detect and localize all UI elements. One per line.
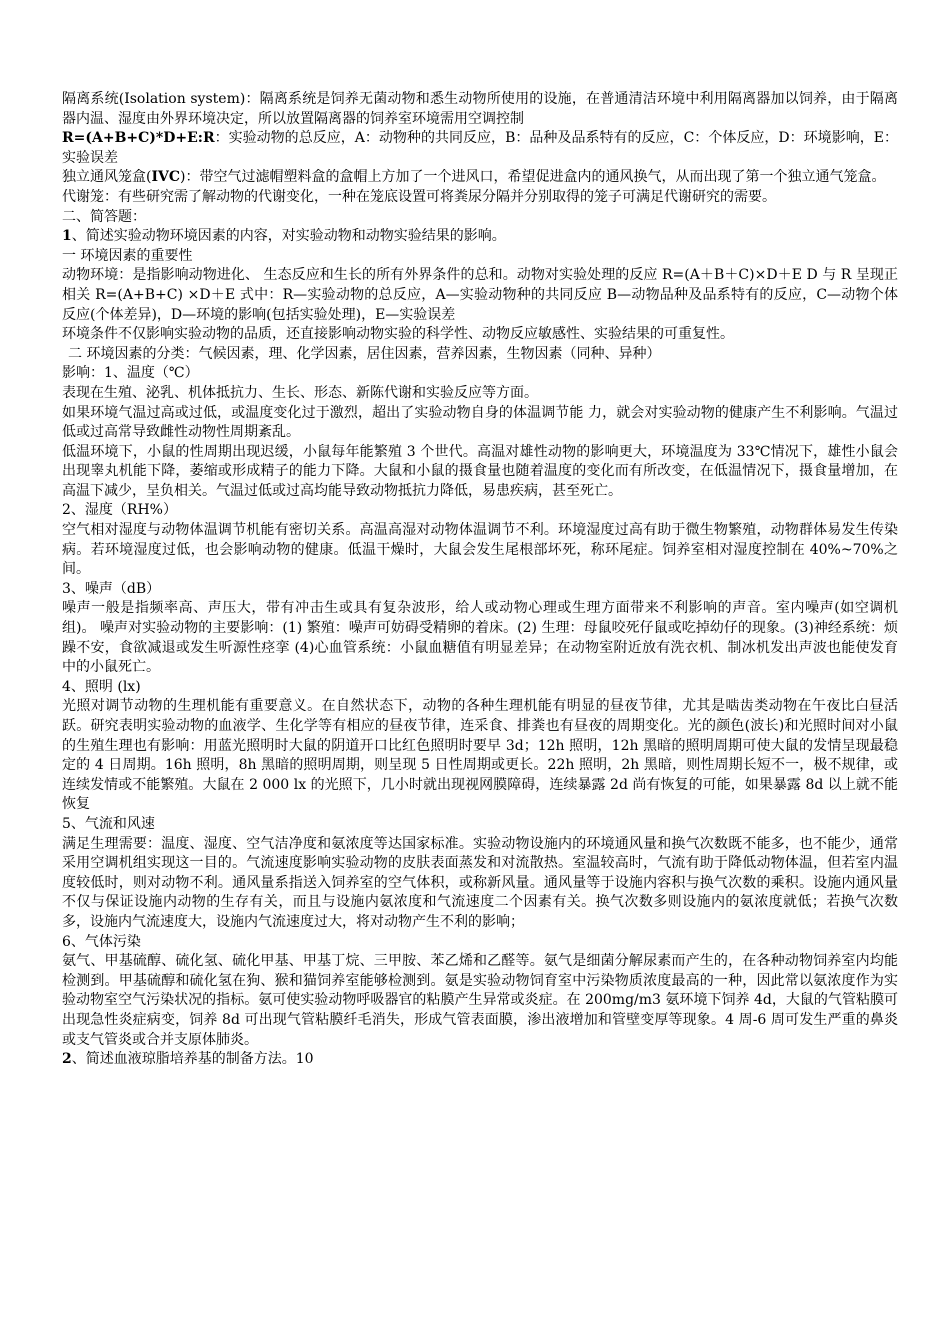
heading-humidity: 2、湿度（RH%） <box>62 502 177 519</box>
para-gas-pollution: 氨气、甲基硫醇、硫化氢、硫化甲基、甲基丁烷、三甲胺、苯乙烯和乙醛等。氨气是细菌分解尿素而产生的，在各种动物饲养室内均能检测到。甲基硫醇和硫化氢在狗、猴和猫饲养室能够检测到。氨是实验动物饲育室中污染物质浓度最高的一种，因此常以氨浓度作为实验动物室空气污染状况的指标。氨可使实验动物呼吸器官的粘膜产生异常或炎症。在 200mg/m3 氨环境下饲养 4d，大鼠的气管粘膜可出现急性炎症病变，饲养 8d 可出现气管粘膜纤毛消失，形成气管表面膜，渗出液增加和管壁变厚等现象。4 周-6 周可发生严重的鼻炎或支气管炎或合并支原体肺炎。 <box>62 953 898 1048</box>
para-isolation-system: 隔离系统(Isolation system)：隔离系统是饲养无菌动物和悉生动物所使用的设施，在普通清洁环境中利用隔离器加以饲养，由于隔离器内温、湿度由外界环境决定，所以放置隔离器的饲养室环境需用空调控制 <box>62 91 898 127</box>
para-response-formula <box>62 129 898 168</box>
para-humidity: 空气相对湿度与动物体温调节机能有密切关系。高温高湿对动物体温调节不利。环境湿度过高有助于微生物繁殖，动物群体易发生传染病。若环境湿度过低，也会影响动物的健康。低温干燥时，大鼠会发生尾根部坏死，称环尾症。饲养室相对湿度控制在 40%~70%之间。 <box>62 522 898 578</box>
para-env-effect: 环境条件不仅影响实验动物的品质，还直接影响动物实验的科学性、动物反应敏感性、实验结果的可重复性。 <box>62 326 734 343</box>
para-airflow: 满足生理需要：温度、湿度、空气洁净度和氨浓度等达国家标准。实验动物设施内的环境通风量和换气次数既不能多，也不能少，通常采用空调机组实现这一目的。气流速度影响实验动物的皮肤表面蒸发和对流散热。室温较高时，气流有助于降低动物体温，但若室内温度较低时，则对动物不利。通风量系指送入饲养室的空气体积，或称新风量。通风量等于设施内容积与换气次数的乘积。设施内通风量不仅与保证设施内动物的生存有关，而且与设施内氨浓度和气流速度二个因素有关。换气次数多则设施内的氨浓度就低；若换气次数多，设施内气流速度大，设施内气流速度过大，将对动物产生不利的影响； <box>62 835 898 930</box>
para-ivc <box>62 168 898 188</box>
heading-importance: 一 环境因素的重要性 <box>62 247 193 264</box>
heading-gas-pollution: 6、气体污染 <box>62 933 141 950</box>
para-noise: 噪声一般是指频率高、声压大，带有冲击生或具有复杂波形，给人或动物心理或生理方面带来不利影响的声音。室内噪声(如空调机组)。 噪声对实验动物的主要影响：(1) 繁殖：噪声可妨碍受精卵的着床。(2) 生理：母鼠咬死仔鼠或吃掉幼仔的现象。(3)神经系统：烦躁不安，食欲减退或发生听源性痉挛 (4)心血管系统：小鼠血糖值有明显差异；在动物室附近放有洗衣机、制冰机发出声波也能使发育中的小鼠死亡。 <box>62 600 898 676</box>
heading-lighting: 4、照明 (lx) <box>62 678 141 695</box>
heading-noise: 3、噪声（dB） <box>62 580 161 597</box>
para-lighting: 光照对调节动物的生理机能有重要意义。在自然状态下，动物的各种生理机能有明显的昼夜节律，尤其是啮齿类动物在午夜比白昼活跃。研究表明实验动物的血液学、生化学等有相应的昼夜节律，连采食、排粪也有昼夜的周期变化。光的颜色(波长)和光照时间对小鼠的生殖生理也有影响：用蓝光照明时大鼠的阴道开口比红色照明时要早 3d；12h 照明，12h 黑暗的照明周期可使大鼠的发情呈现最稳定的 4 日周期。16h 照明，8h 黑暗的照明周期，则呈现 5 日性周期或更长。22h 照明，2h 黑暗，则性周期长短不一，极不规律，或连续发情或不能繁殖。大鼠在 2 000 lx 的光照下，几小时就出现视网膜障碍，连续暴露 2d 尚有恢复的可能，如果暴露 8d 以上就不能恢复 <box>62 698 898 813</box>
heading-short-answer: 二、简答题： <box>62 208 146 225</box>
heading-classification: 二 环境因素的分类：气候因素，理、化学因素，居住因素，营养因素，生物因素（同种、异种） <box>68 345 661 362</box>
ivc-text-a: 独立通风笼盒( <box>62 169 152 186</box>
question-1-number: 1 <box>62 228 72 245</box>
para-env-definition: 动物环境：是指影响动物进化、 生态反应和生长的所有外界条件的总和。动物对实验处理的反应 R=(A＋B＋C)×D＋E D 与 R 呈现正相关 R=(A+B+C) ×D＋E 式中：R—实验动物的总反应，A—实验动物种的共同反应 B—动物品种及品系特有的反应，C—动物个体反应(个体差异)，D—环境的影响(包括实验处理)，E—实验误差 <box>62 267 898 323</box>
para-temperature-3: 低温环境下，小鼠的性周期出现迟缓，小鼠每年能繁殖 3 个世代。高温对雄性动物的影响更大，环境温度为 33℃情况下，雄性小鼠会出现睾丸机能下降，萎缩或形成精子的能力下降。大鼠和小鼠的摄食量也随着温度的变化而有所改变，在低温情况下，摄食量增加，在高温下减少，呈负相关。气温过低或过高均能导致动物抵抗力降低，易患疾病，甚至死亡。 <box>62 443 898 499</box>
question-2-number: 2 <box>62 1051 72 1068</box>
ivc-bold: IVC <box>151 169 181 186</box>
para-temperature-2: 如果环境气温过高或过低，或温度变化过于激烈，超出了实验动物自身的体温调节能 力，就会对实验动物的健康产生不利影响。气温过低或过高常导致雌性动物性周期紊乱。 <box>62 404 898 441</box>
question-1 <box>62 227 898 247</box>
para-temperature-1: 表现在生殖、泌乳、机体抵抗力、生长、形态、新陈代谢和实验反应等方面。 <box>62 384 538 401</box>
heading-temperature: 影响：1、温度（℃） <box>62 365 199 382</box>
question-1-text: 、简述实验动物环境因素的内容，对实验动物和动物实验结果的影响。 <box>71 228 506 245</box>
formula-bold: R=(A+B+C)*D+E:R <box>62 130 215 147</box>
heading-airflow: 5、气流和风速 <box>62 815 155 832</box>
question-2-text: 、简述血液琼脂培养基的制备方法。10 <box>71 1051 314 1068</box>
para-metabolic-cage: 代谢笼：有些研究需了解动物的代谢变化，一种在笼底设置可将粪尿分隔并分别取得的笼子可满足代谢研究的需要。 <box>62 188 776 205</box>
ivc-text-b: )：带空气过滤帽塑料盒的盒帽上方加了一个进风口，希望促进盒内的通风换气，从而出现了第一个独立通气笼盒。 <box>180 169 886 186</box>
formula-text: ：实验动物的总反应，A：动物种的共同反应，B：品种及品系特有的反应，C：个体反应，D：环境影响，E：实验误差 <box>62 130 898 166</box>
question-2 <box>62 1050 898 1070</box>
